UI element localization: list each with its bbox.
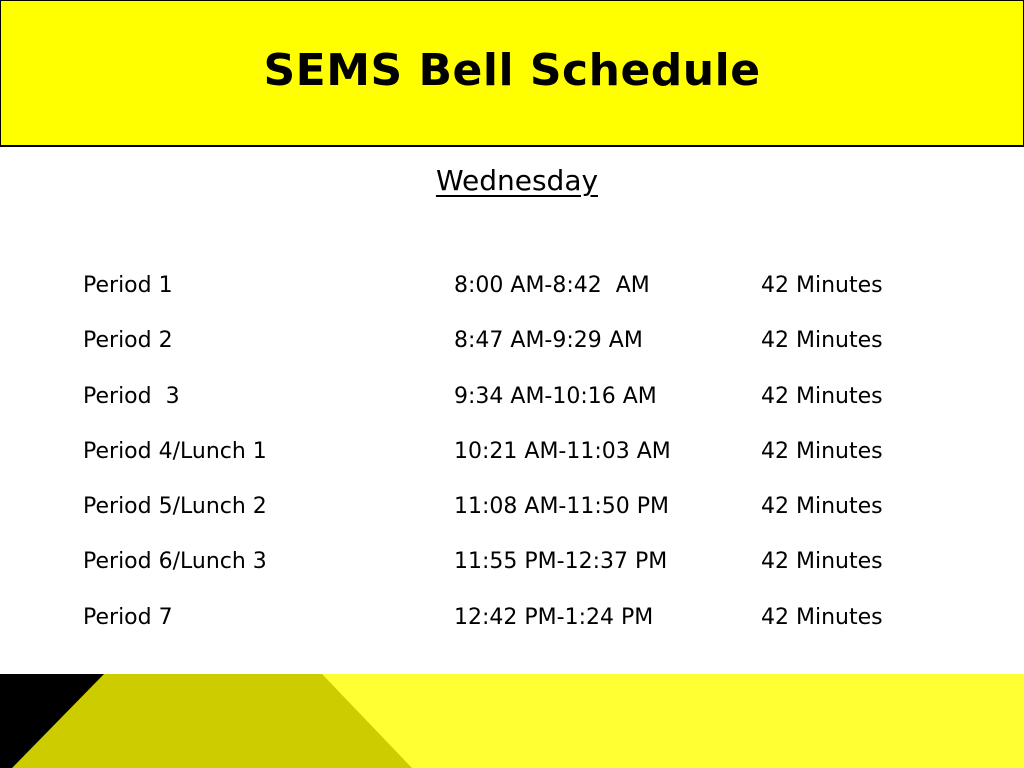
period-duration: 42 Minutes [761, 273, 883, 298]
period-name: Period 7 [83, 604, 173, 630]
period-time: 12:42 PM-1:24 PM [454, 604, 654, 630]
page-title: SEMS Bell Schedule [263, 44, 761, 96]
schedule-row [83, 383, 883, 439]
title-banner [0, 0, 1024, 147]
schedule-row [83, 438, 883, 494]
period-time: 8:47 AM-9:29 AM [454, 328, 643, 354]
schedule-row [83, 494, 883, 549]
period-duration: 42 Minutes [761, 604, 883, 630]
period-time: 9:34 AM-10:16 AM [454, 383, 657, 409]
schedule-row [83, 328, 883, 383]
footer-decoration [0, 674, 1024, 768]
schedule-row [83, 604, 883, 660]
schedule-table [83, 273, 883, 660]
period-name: Period 1 [83, 273, 173, 298]
period-name: Period 6/Lunch 3 [83, 549, 267, 575]
period-name: Period 5/Lunch 2 [83, 494, 267, 520]
schedule-row [83, 549, 883, 604]
period-duration: 42 Minutes [761, 438, 883, 464]
period-time: 11:08 AM-11:50 PM [454, 494, 670, 520]
period-name: Period 2 [83, 328, 173, 354]
footer-graphic [0, 674, 1024, 768]
period-duration: 42 Minutes [761, 383, 883, 409]
period-time: 10:21 AM-11:03 AM [454, 438, 671, 464]
period-name: Period 3 [83, 383, 180, 409]
schedule-row [83, 273, 883, 328]
period-time: 8:00 AM-8:42 AM [454, 273, 650, 298]
period-name: Period 4/Lunch 1 [83, 438, 267, 464]
period-duration: 42 Minutes [761, 549, 883, 575]
period-time: 11:55 PM-12:37 PM [454, 549, 668, 575]
period-duration: 42 Minutes [761, 328, 883, 354]
day-subtitle: Wednesday [435, 164, 599, 197]
period-duration: 42 Minutes [761, 494, 883, 520]
